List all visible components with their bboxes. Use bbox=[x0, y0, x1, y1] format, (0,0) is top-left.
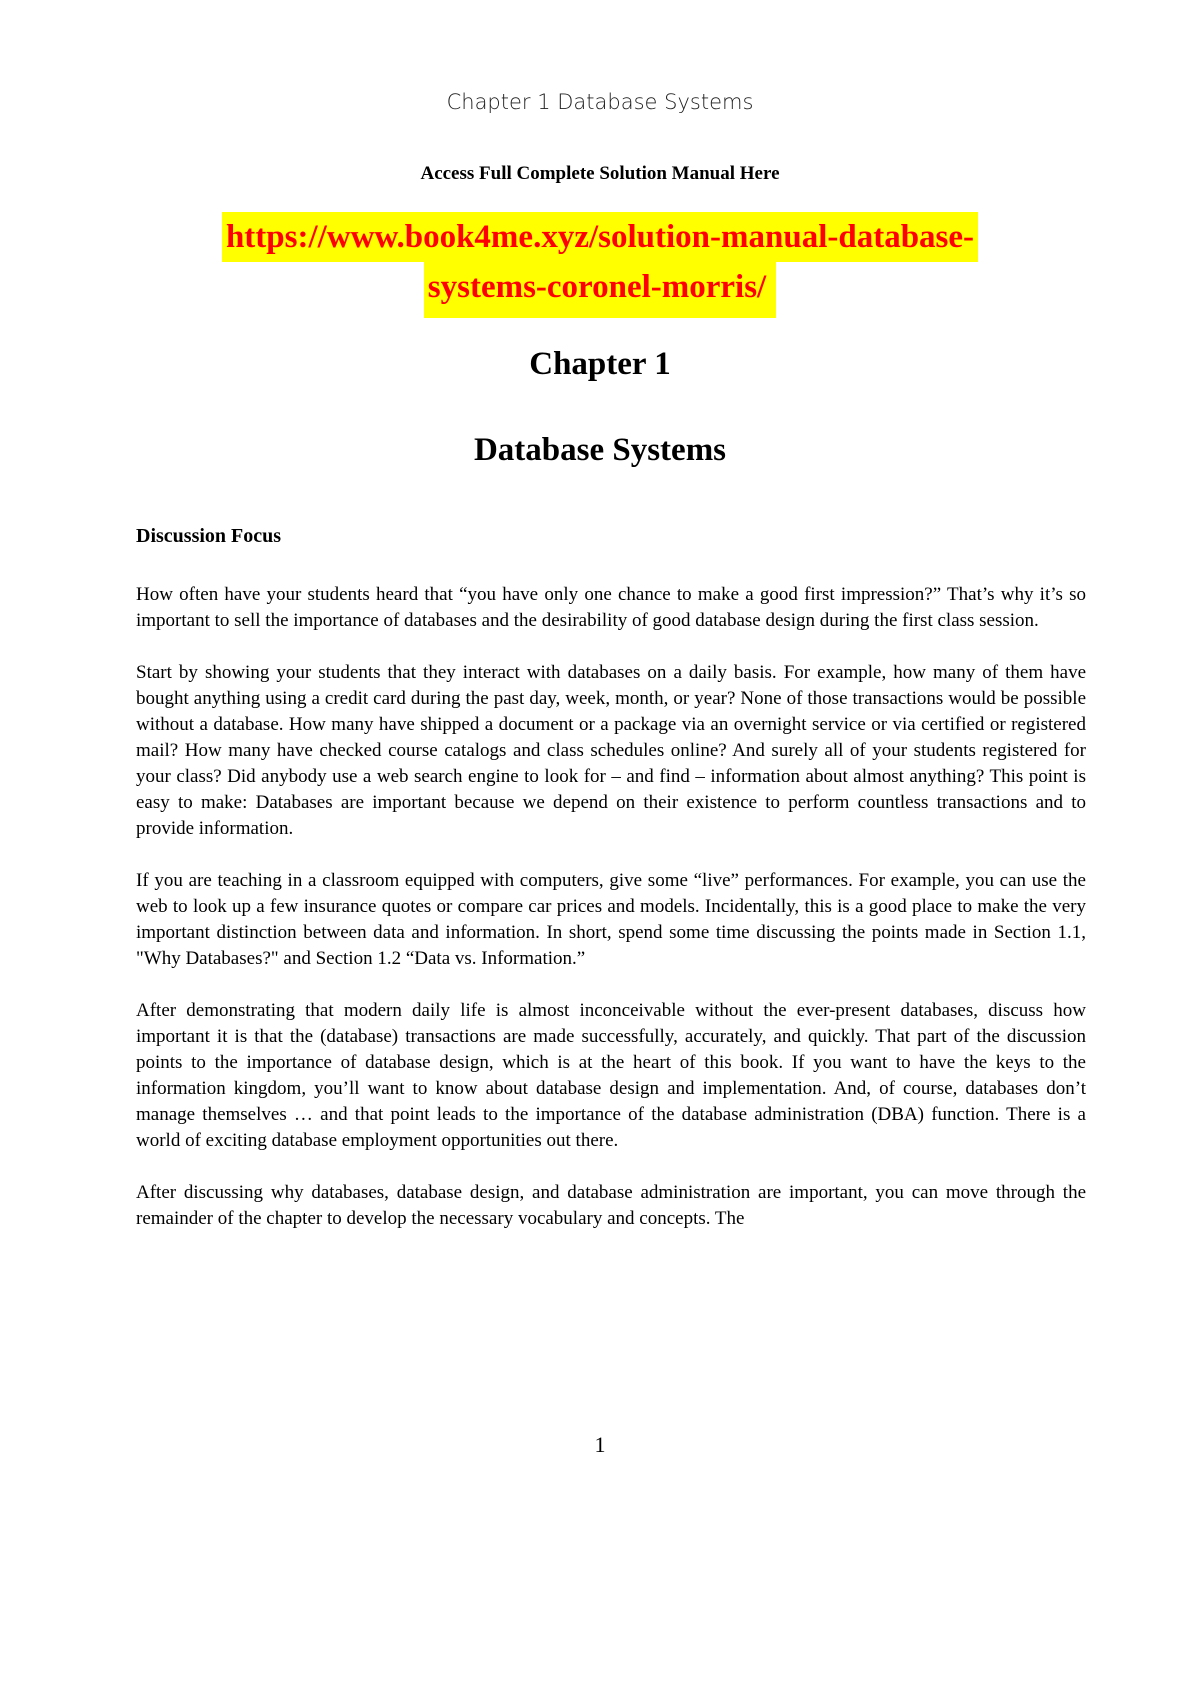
paragraph: After discussing why databases, database design, and database administration are important, you can move through the remainder of the chapter to develop the necessary vocabulary and concepts. The bbox=[136, 1182, 1086, 1229]
chapter-number: Chapter 1 bbox=[529, 346, 671, 382]
paragraph: After demonstrating that modern daily life is almost inconceivable without the ever-present databases, discuss how important it is that the (database) transactions are made successfully, accurately, and quickly. That part of the discussion points to the importance of database design, which is at the heart of this book. If you want to have the keys to the information kingdom, you’ll want to know about database design and implementation. And, of course, databases don’t manage themselves … and that point leads to the importance of the database administration (DBA) function. There is a world of exciting database employment opportunities out there. bbox=[136, 1000, 1086, 1151]
solution-link-line-2[interactable]: systems-coronel-morris/ bbox=[424, 262, 776, 318]
solution-link[interactable] bbox=[0, 212, 1200, 318]
paragraph: How often have your students heard that “you have only one chance to make a good first impression?” That’s why it’s so important to sell the importance of databases and the desirability of good database design during the first class session. bbox=[136, 584, 1086, 631]
section-heading: Discussion Focus bbox=[136, 525, 282, 547]
solution-link-line-1[interactable]: https://www.book4me.xyz/solution-manual-database- bbox=[222, 212, 978, 262]
chapter-title: Database Systems bbox=[473, 432, 727, 468]
paragraph: If you are teaching in a classroom equipped with computers, give some “live” performances. For example, you can use the web to look up a few insurance quotes or compare car prices and models. Incidentally, this is a good place to make the very important distinction between data and information. In short, spend some time discussing the points made in Section 1.1, "Why Databases?" and Section 1.2 “Data vs. Information.” bbox=[136, 870, 1086, 969]
discussion-body bbox=[136, 582, 1086, 1258]
page-number: 1 bbox=[594, 1432, 606, 1457]
access-solution-label: Access Full Complete Solution Manual Here bbox=[420, 163, 780, 184]
paragraph: Start by showing your students that they interact with databases on a daily basis. For example, how many of them have bought anything using a credit card during the past day, week, month, or year? None of those transactions would be possible without a database. How many have shipped a document or a package via an overnight service or via certified or registered mail? How many have checked course catalogs and class schedules online? And surely all of your students registered for your class? Did anybody use a web search engine to look for – and find – information about almost anything? This point is easy to make: Databases are important because we depend on their existence to perform countless transactions and to provide information. bbox=[136, 662, 1086, 839]
document-header: Chapter 1 Database Systems bbox=[446, 90, 754, 114]
